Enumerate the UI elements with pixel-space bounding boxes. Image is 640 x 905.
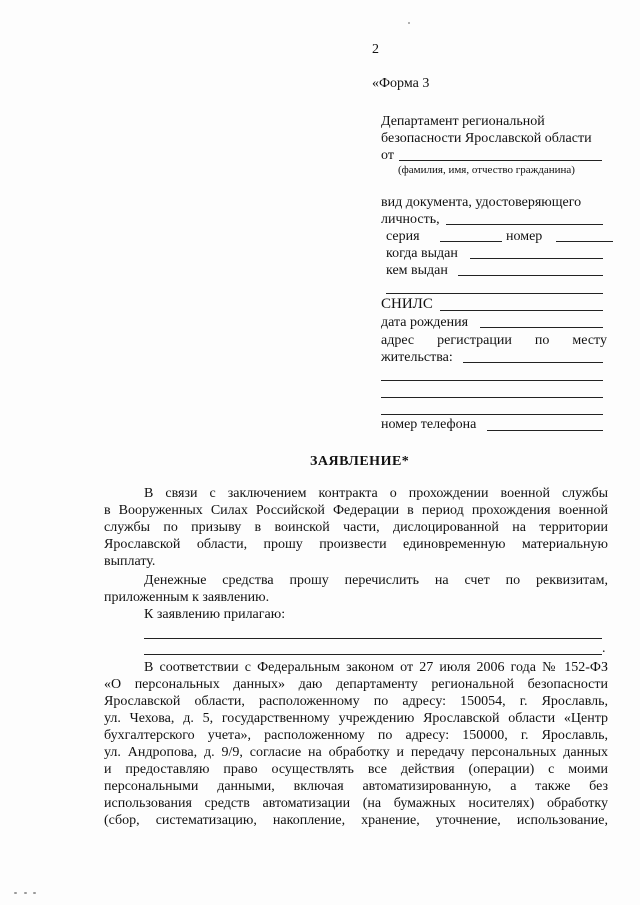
p1-line-4: Ярославской области, прошу произвести единовременную материальную [104,537,608,552]
addressee-line-1: Департамент региональной [381,114,545,129]
attachments-end-dot: . [602,641,606,656]
issued-when-label: когда выдан [386,246,458,261]
issued-by-fill-line [458,275,603,276]
issued-by-extra-line [386,293,603,294]
page-number: 2 [372,42,379,57]
series-fill-line [440,241,502,242]
p4-line-10: (сбор, систематизацию, накопление, хранение, уточнение, использование, [104,813,608,828]
reg-address-word-4: месту [572,333,607,348]
p1-line-2: в Вооруженных Силах Российской Федерации в период прохождения военной [104,503,608,518]
from-label: от [381,148,394,163]
residence-label: жительства: [381,350,453,365]
phone-fill-line [487,430,603,431]
p4-line-9: использования средств автоматизации (на бумажных носителях) обработку [104,796,608,811]
doc-label-1: вид документа, удостоверяющего [381,195,582,210]
p4-line-2: «О персональных данных» даю департаменту региональной безопасности [104,677,608,692]
phone-label: номер телефона [381,417,477,432]
from-fill-line [399,160,602,161]
p3-line: К заявлению прилагаю: [144,607,286,622]
scan-speck [14,892,17,894]
issued-by-label: кем выдан [386,263,448,278]
scan-speck [24,892,27,894]
p4-line-7: и предоставляю право осуществлять все действия (операции) с моими [104,762,608,777]
attachments-line-2 [144,654,602,655]
p1-line-3: службы по призыву в воинской части, дислоцированной на территории [104,520,608,535]
snils-label: СНИЛС [381,296,433,312]
form-label: «Форма 3 [372,76,430,91]
issued-when-fill-line [470,258,603,259]
reg-address-label [381,333,607,349]
p4-line-6: ул. Андропова, д. 9/9, согласие на обработку и передачу персональных данных [104,745,608,760]
residence-extra-line-1 [381,380,603,381]
snils-fill-line [440,310,603,311]
reg-address-word-1: адрес [381,333,415,348]
p1-line-1: В связи с заключением контракта о прохождении военной службы [144,486,608,501]
addressee-line-2: безопасности Ярославской области [381,131,592,146]
birth-fill-line [480,327,603,328]
p2-line-1: Денежные средства прошу перечислить на счет по реквизитам, [144,573,608,588]
p2-line-2: приложенным к заявлению. [104,590,270,605]
p4-line-1: В соответствии с Федеральным законом от 27 июля 2006 года № 152-ФЗ [144,660,608,675]
residence-extra-line-3 [381,414,603,415]
p4-line-5: бухгалтерского учета», расположенному по адресу: 150000, г. Ярославль, [104,728,608,743]
number-label: номер [506,229,543,244]
scan-speck [33,892,36,894]
residence-fill-line [463,362,603,363]
p1-line-5: выплату. [104,554,156,569]
from-caption: (фамилия, имя, отчество гражданина) [398,164,575,176]
attachments-line-1 [144,638,602,639]
doc-label-2: личность, [381,212,440,227]
reg-address-word-3: по [534,333,550,348]
p4-line-4: ул. Чехова, д. 5, государственному учреждению Ярославской области «Центр [104,711,608,726]
doc-fill-line [446,224,603,225]
birth-label: дата рождения [381,315,469,330]
number-fill-line [556,241,613,242]
p4-line-8: персональными данными, включая автоматизированную, а также без [104,779,608,794]
document-title: ЗАЯВЛЕНИЕ* [310,454,410,469]
p4-line-3: Ярославской области, расположенному по адресу: 150054, г. Ярославль, [104,694,608,709]
scan-speck [408,22,410,24]
reg-address-word-2: регистрации [437,333,512,348]
series-label: серия [386,229,420,244]
residence-extra-line-2 [381,397,603,398]
